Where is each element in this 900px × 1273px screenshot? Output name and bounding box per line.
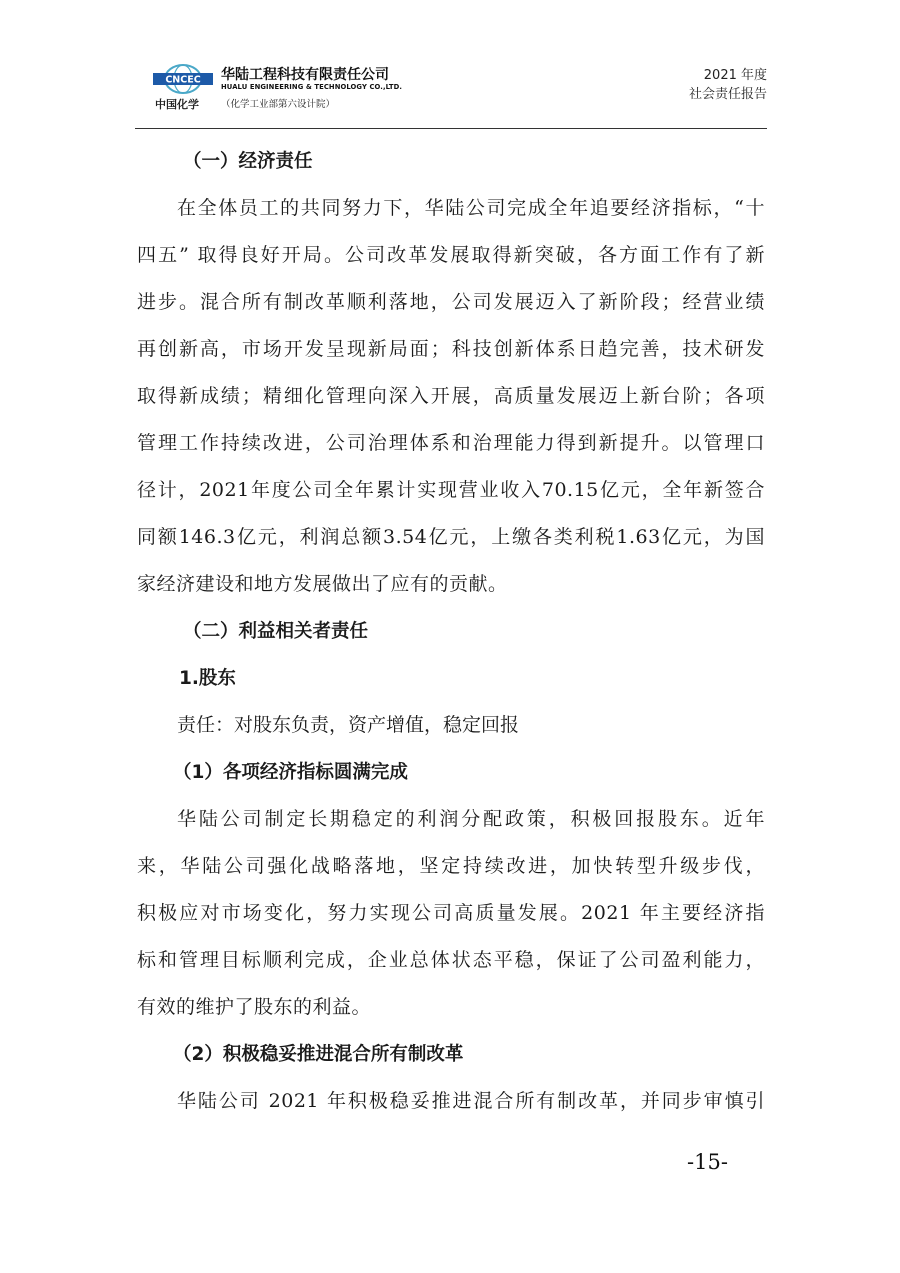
report-year: 2021 年度 [703,68,767,83]
item-heading-economic-targets: （1）各项经济指标圆满完成 [173,762,408,783]
company-block [221,68,402,91]
paragraph-line: 标和管理目标顺利完成，企业总体状态平稳，保证了公司盈利能力， [137,949,765,971]
section-heading-stakeholders: （二）利益相关者责任 [183,621,369,642]
logo-chinese-text: 中国化学 [155,98,199,111]
cncec-logo-icon [153,64,213,98]
item-heading-mixed-ownership: （2）积极稳妥推进混合所有制改革 [173,1044,464,1065]
page-body [137,138,765,1125]
subsection-heading-shareholders: 1.股东 [179,668,236,689]
shareholder-duty: 责任：对股东负责，资产增值，稳定回报 [177,714,520,736]
svg-text:CNCEC: CNCEC [165,74,201,86]
section-heading-economic: （一）经济责任 [183,151,313,172]
paragraph-mixed-ownership [137,1078,765,1125]
paragraph-line: 华陆公司 2021 年积极稳妥推进混合所有制改革，并同步审慎引 [177,1090,765,1112]
page-number: -15- [687,1150,728,1174]
paragraph-economic [137,185,765,608]
paragraph-line: 同额146.3亿元，利润总额3.54亿元，上缴各类利税1.63亿元，为国 [137,526,765,548]
report-title: 社会责任报告 [688,87,767,102]
paragraph-line: 在全体员工的共同努力下，华陆公司完成全年追要经济指标，“十 [177,197,765,219]
paragraph-line: 有效的维护了股东的利益。 [137,996,372,1018]
paragraph-line: 华陆公司制定长期稳定的利润分配政策，积极回报股东。近年 [177,808,765,830]
company-english-name: HUALU ENGINEERING & TECHNOLOGY CO.,LTD. [221,83,403,91]
paragraph-line: 取得新成绩；精细化管理向深入开展，高质量发展迈上新台阶；各项 [137,385,765,407]
paragraph-line: 再创新高，市场开发呈现新局面；科技创新体系日趋完善，技术研发 [137,338,765,360]
paragraph-line: 家经济建设和地方发展做出了应有的贡献。 [137,573,508,595]
paragraph-line: 径计，2021年度公司全年累计实现营业收入70.15亿元，全年新签合 [137,479,765,501]
company-subtitle: （化学工业部第六设计院） [221,99,336,110]
paragraph-line: 积极应对市场变化，努力实现公司高质量发展。2021 年主要经济指 [137,902,765,924]
page-header [135,62,767,128]
paragraph-line: 来，华陆公司强化战略落地，坚定持续改进，加快转型升级步伐， [137,855,765,877]
paragraph-line: 进步。混合所有制改革顺利落地，公司发展迈入了新阶段；经营业绩 [137,291,765,313]
company-name: 华陆工程科技有限责任公司 [221,67,389,83]
report-label [689,66,767,104]
header-divider [135,128,767,129]
paragraph-line: 管理工作持续改进，公司治理体系和治理能力得到新提升。以管理口 [137,432,765,454]
paragraph-economic-targets [137,796,765,1031]
paragraph-line: 四五” 取得良好开局。公司改革发展取得新突破，各方面工作有了新 [137,244,765,266]
